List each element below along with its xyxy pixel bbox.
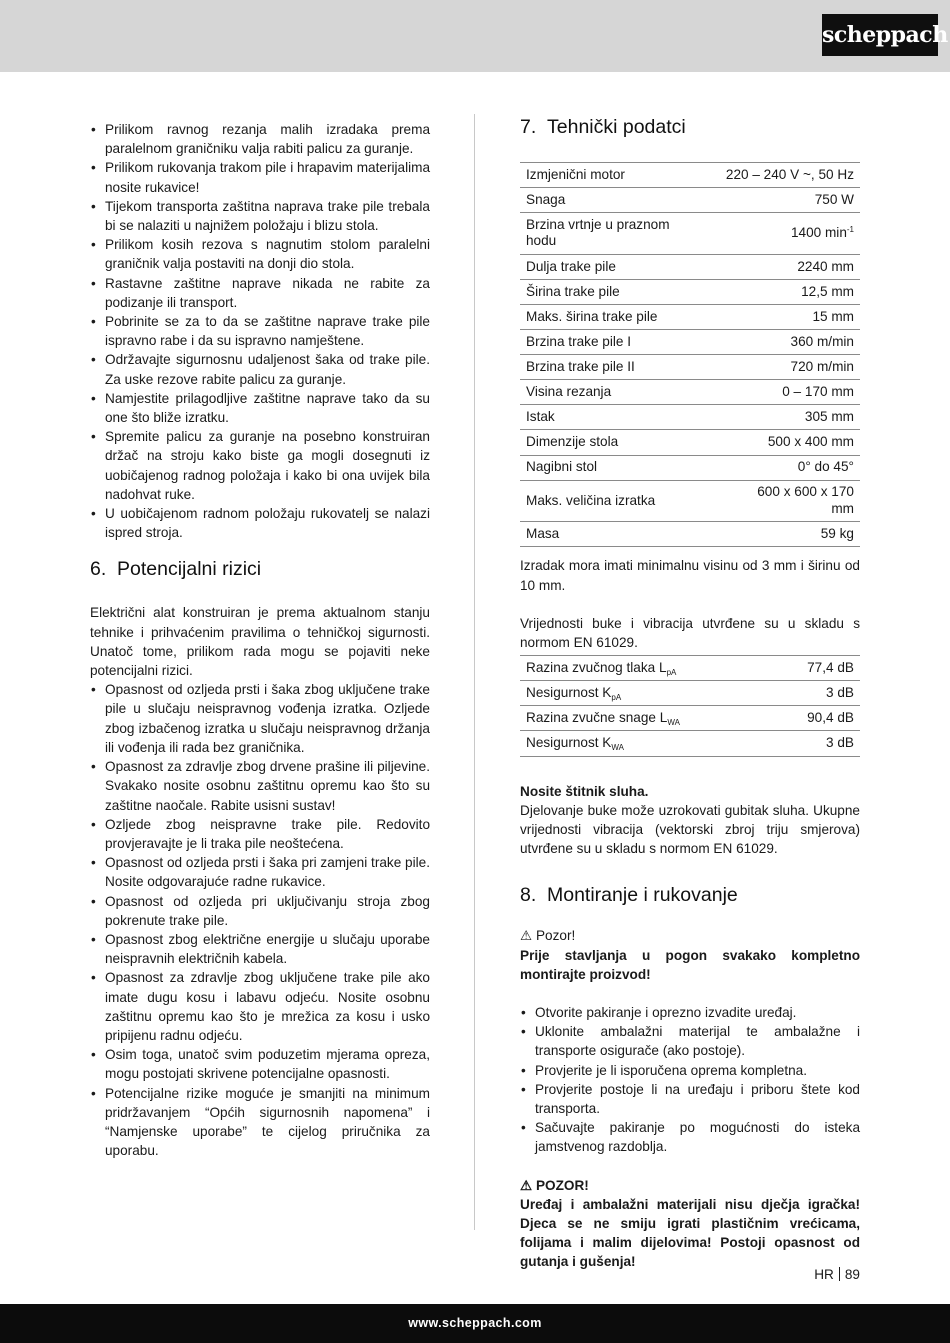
table-row (520, 355, 860, 380)
noise-label-cell (520, 681, 771, 706)
section-6-heading (90, 556, 430, 582)
table-row (520, 656, 860, 681)
table-row (520, 480, 860, 522)
table-row (520, 304, 860, 329)
list-item: • Namjestite prilagodljive zaštitne naprave tako da su one što bliže izratku. (90, 389, 430, 427)
list-item: • Pobrinite se za to da se zaštitne naprave trake pile ispravno rabe i da su ispravno namještene. (90, 312, 430, 350)
technical-data-table (520, 162, 860, 547)
caution-line (520, 926, 860, 945)
spec-value-exponent: -1 (846, 225, 854, 235)
noise-value: 3 dB (771, 731, 860, 756)
noise-label: Nesigurnost K (526, 685, 612, 701)
table-row (520, 380, 860, 405)
list-item: • Opasnost za zdravlje zbog drvene prašine ili piljevine. Svakako nosite osobnu zaštitnu opremu kao što su zaštitne naočale. Rabite usisni sustav! (90, 757, 430, 815)
table-row (520, 522, 860, 547)
spec-value: 2240 mm (700, 254, 860, 279)
section-title: Potencijalni rizici (117, 558, 262, 581)
noise-subscript: WA (611, 743, 624, 753)
section-title: Montiranje i rukovanje (547, 884, 738, 907)
spec-label: Maks. veličina izratka (520, 480, 700, 522)
list-item: • Ozljede zbog neispravne trake pile. Redovito provjeravajte je li traka pile neoštećena. (90, 815, 430, 853)
list-item: • Osim toga, unatoč svim poduzetim mjerama opreza, mogu postojati skrivene potencijalne opasnosti. (90, 1045, 430, 1083)
noise-value: 77,4 dB (771, 656, 860, 681)
list-item: • Provjerite je li isporučena oprema kompletna. (520, 1061, 860, 1080)
spec-label: Izmjenični motor (520, 163, 700, 188)
spec-value: 360 m/min (700, 330, 860, 355)
table-row (520, 279, 860, 304)
list-item: • U uobičajenom radnom položaju rukovatelj se nalazi ispred stroja. (90, 504, 430, 542)
website-link[interactable]: www.scheppach.com (408, 1316, 542, 1330)
spec-label: Širina trake pile (520, 279, 700, 304)
section-8-heading (520, 882, 860, 908)
table-row (520, 405, 860, 430)
spec-label: Masa (520, 522, 700, 547)
noise-label-cell (520, 706, 771, 731)
spec-label: Maks. širina trake pile (520, 304, 700, 329)
table-row (520, 254, 860, 279)
hearing-protection-text: Djelovanje buke može uzrokovati gubitak sluha. Ukupne vrijednosti vibracija (vektorski zbroj triju smjerova) utvrđene su u skladu s normom EN 61029. (520, 802, 860, 857)
noise-value: 3 dB (771, 681, 860, 706)
warning-line (520, 1176, 860, 1195)
warning-label: POZOR! (535, 1177, 589, 1193)
spec-label: Brzina trake pile I (520, 330, 700, 355)
spec-label: Snaga (520, 188, 700, 213)
noise-value: 90,4 dB (771, 706, 860, 731)
noise-label: Razina zvučne snage L (526, 710, 668, 726)
list-item: • Potencijalne rizike moguće je smanjiti na minimum pridržavanjem “Općih sigurnosnih napomena” i “Namjenske uporabe” te cijelog priručnika za uporabu. (90, 1084, 430, 1161)
list-item: • Sačuvajte pakiranje po mogućnosti do isteka jamstvenog razdoblja. (520, 1118, 860, 1156)
list-item: • Rastavne zaštitne naprave nikada ne rabite za podizanje ili transport. (90, 274, 430, 312)
separator (839, 1267, 840, 1281)
table-row (520, 731, 860, 756)
spec-value: 500 x 400 mm (700, 430, 860, 455)
noise-subscript: pA (666, 667, 677, 677)
header-bar (0, 0, 950, 72)
noise-table (520, 655, 860, 756)
assembly-bullet-list (520, 1003, 860, 1157)
spec-label: Istak (520, 405, 700, 430)
footer-bar (0, 1304, 950, 1343)
spec-value: 15 mm (700, 304, 860, 329)
list-item: • Održavajte sigurnosnu udaljenost šaka od trake pile. Za uske rezove rabite palicu za guranje. (90, 350, 430, 388)
table-row (520, 455, 860, 480)
list-item: • Prilikom rukovanja trakom pile i hrapavim materijalima nosite rukavice! (90, 158, 430, 196)
column-divider (474, 114, 475, 1230)
page-number (814, 1265, 860, 1284)
section-number: 7. (520, 116, 537, 138)
table-row (520, 213, 860, 255)
table-row (520, 681, 860, 706)
left-column (90, 120, 430, 1160)
spec-value: 600 x 600 x 170 mm (700, 480, 860, 522)
section-6-intro: Električni alat konstruiran je prema aktualnom stanju tehnike i prihvaćenim pravilima o tehničkoj sigurnosti. Unatoč tome, prilikom rada mogu se pojaviti neke potencijalni rizici. (90, 605, 430, 679)
table-row (520, 430, 860, 455)
spec-label: Brzina vrtnje u praznom hodu (520, 213, 700, 255)
table-row (520, 706, 860, 731)
spec-label: Brzina trake pile II (520, 355, 700, 380)
list-item: • Opasnost zbog električne energije u slučaju uporabe neispravnih električnih kabela. (90, 930, 430, 968)
warning-text: Uređaj i ambalažni materijali nisu dječja igračka! Djeca se ne smiju igrati plastičnim vrećicama, folijama i malim dijelovima! Postoji opasnost od gutanja i gušenja! (520, 1196, 860, 1270)
noise-label: Razina zvučnog tlaka L (526, 659, 667, 675)
spec-value-cell (700, 213, 860, 255)
spec-value: 12,5 mm (700, 279, 860, 304)
spec-value: 220 – 240 V ~, 50 Hz (700, 163, 860, 188)
list-item: • Opasnost od ozljeda pri uključivanju stroja zbog pokrenute trake pile. (90, 892, 430, 930)
right-column (520, 114, 860, 1272)
list-item: • Otvorite pakiranje i oprezno izvadite uređaj. (520, 1003, 860, 1022)
spec-value: 750 W (700, 188, 860, 213)
risk-bullet-list (90, 680, 430, 1160)
caution-text: Prije stavljanja u pogon svakako kompletno montirajte proizvod! (520, 947, 860, 982)
noise-label-cell (520, 656, 771, 681)
spec-value: 720 m/min (700, 355, 860, 380)
list-item: • Tijekom transporta zaštitna naprava trake pile trebala bi se nalaziti u najnižem položaju i blizu stola. (90, 197, 430, 235)
section-title: Tehnički podatci (547, 116, 686, 138)
table-row (520, 163, 860, 188)
spec-value: 1400 min (790, 225, 847, 241)
spec-label: Dulja trake pile (520, 254, 700, 279)
warning-triangle-icon: ⚠ (520, 1177, 533, 1193)
noise-subscript: pA (611, 693, 622, 703)
noise-intro: Vrijednosti buke i vibracija utvrđene su u skladu s normom EN 61029. (520, 615, 860, 650)
list-item: • Prilikom kosih rezova s nagnutim stolom paralelni graničnik valja postaviti na donji dio stola. (90, 235, 430, 273)
safety-bullet-list (90, 120, 430, 542)
page-number-value: 89 (844, 1267, 860, 1282)
section-number: 6. (90, 558, 107, 581)
caution-label: Pozor! (535, 928, 576, 944)
spec-label: Nagibni stol (520, 455, 700, 480)
language-code: HR (814, 1267, 834, 1282)
list-item: • Provjerite postoje li na uređaju i priboru štete kod transporta. (520, 1080, 860, 1118)
spec-value: 59 kg (700, 522, 860, 547)
noise-label-cell (520, 731, 771, 756)
list-item: • Uklonite ambalažni materijal te ambalažne i transporte osigurače (ako postoje). (520, 1022, 860, 1060)
spec-value: 0° do 45° (700, 455, 860, 480)
spec-label: Dimenzije stola (520, 430, 700, 455)
warning-triangle-icon: ⚠ (520, 928, 533, 944)
list-item: • Opasnost od ozljeda prsti i šaka zbog uključene trake pile u slučaju neispravnog vođenja izratka. Ozljede zbog izbačenog izratka u slučaju neispravnog držanja ili vođenja ili rada bez graničnika. (90, 680, 430, 757)
table-row (520, 188, 860, 213)
brand-logo: scheppach (822, 14, 938, 56)
noise-subscript: WA (667, 718, 680, 728)
list-item: • Opasnost za zdravlje zbog uključene trake pile ako imate dugu kosu i labavu odjeću. Nosite osobnu zaštitnu opremu kao što je mrežica za kosu i usko pripijenu radnu odjeću. (90, 968, 430, 1045)
section-number: 8. (520, 884, 537, 907)
spec-value: 0 – 170 mm (700, 380, 860, 405)
list-item: • Opasnost od ozljeda prsti i šaka pri zamjeni trake pile. Nosite odgovarajuće radne rukavice. (90, 853, 430, 891)
spec-label: Visina rezanja (520, 380, 700, 405)
section-7-heading (520, 114, 860, 140)
spec-value: 305 mm (700, 405, 860, 430)
hearing-protection-title: Nosite štitnik sluha. (520, 783, 649, 799)
list-item: • Prilikom ravnog rezanja malih izradaka prema paralelnom graničniku valja rabiti palicu za guranje. (90, 120, 430, 158)
list-item: • Spremite palicu za guranje na posebno konstruiran držač na stroju kako biste ga mogli dosegnuti iz uobičajenog radnog položaja i kako bi ona uvijek bila nadohvat ruke. (90, 427, 430, 504)
table-row (520, 330, 860, 355)
workpiece-note: Izradak mora imati minimalnu visinu od 3 mm i širinu od 10 mm. (520, 558, 860, 593)
noise-label: Nesigurnost K (526, 735, 612, 751)
